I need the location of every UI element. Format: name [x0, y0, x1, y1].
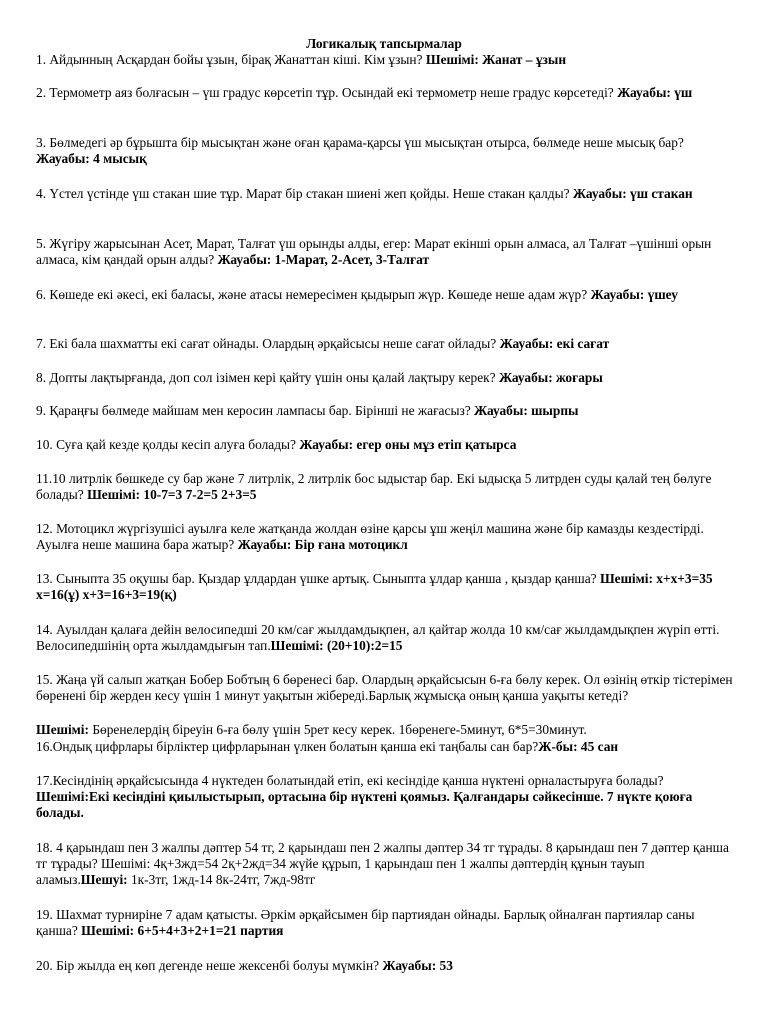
task-15-solution — [36, 722, 736, 738]
task-answer: Шешімі:Екі кесіндіні қиылыстырып, ортасына бір нүктені қоямыз. Қалғандары сәйкесінше. 7 нүкте қоюға болады. — [36, 789, 693, 821]
task-text: 5. Жүгіру жарысынан Асет, Марат, Талғат үш орынды алды, егер: Марат екінші орын алмаса, ал Талғат –үшінші орын алмаса, кім қандай орын алды? — [36, 236, 712, 268]
task-5 — [36, 236, 736, 268]
task-answer: Жауабы: Бір ғана мотоцикл — [237, 537, 408, 553]
task-text: 12. Мотоцикл жүргізушісі ауылға келе жатқанда жолдан өзіне қарсы ұш жеңіл машина және бір камазды кездестірді. Ауылға неше машина бара жатыр? — [36, 521, 704, 553]
task-text: Бөренелердің біреуін 6-ға бөлу үшін 5рет кесу керек. 1бөренеге-5минут, 6*5=30минут. — [88, 722, 587, 737]
task-11 — [36, 471, 736, 503]
task-3 — [36, 135, 736, 167]
task-text: 4. Үстел үстінде үш стакан шие тұр. Марат бір стакан шиені жеп қойды. Неше стакан қалды? — [36, 186, 573, 201]
task-text: 3. Бөлмедегі әр бұрышта бір мысықтан және оған қарама-қарсы үш мысықтан отырса, бөлмеде неше мысық бар? — [36, 135, 684, 150]
task-1 — [36, 52, 736, 68]
task-10 — [36, 437, 736, 453]
task-text: 14. Ауылдан қалаға дейін велосипедші 20 км/сағ жылдамдықпен, ал қайтар жолда 10 км/сағ жылдамдықпен жүріп өтті. Велосипедшінің орта жылдамдығын тап. — [36, 622, 720, 654]
task-6 — [36, 287, 736, 303]
task-text: 18. 4 қарындаш пен 3 жалпы дәптер 54 тг, 2 қарындаш пен 2 жалпы дәптер 34 тг тұрады. 8 қарындаш пен 7 дәптер қанша тг тұрады? Шешімі: 4қ+3жд=54 2қ+2жд=34 жүйе құрып, 1 қарындаш пен 1 жалпы дәптердің құнын тауып аламыз. — [36, 840, 729, 888]
task-18 — [36, 840, 736, 889]
task-text: 2. Термометр аяз болғасын – үш градус көрсетіп тұр. Осындай екі термометр неше градус көрсетеді? — [36, 85, 618, 100]
task-2 — [36, 85, 736, 101]
task-answer: Шешімі: (20+10):2=15 — [270, 638, 403, 654]
task-4 — [36, 186, 736, 202]
task-16 — [36, 739, 736, 755]
task-answer: Жауабы: 4 мысық — [36, 151, 147, 167]
task-answer: Жауабы: 53 — [382, 958, 453, 973]
task-answer: Жауабы: шырпы — [474, 403, 579, 418]
task-12 — [36, 521, 736, 553]
task-7 — [36, 336, 736, 352]
task-answer: Шешімі: Жанат – ұзын — [425, 52, 567, 67]
task-answer: Жауабы: үш — [617, 85, 693, 100]
task-15 — [36, 672, 736, 704]
task-answer: Жауабы: жоғары — [498, 370, 603, 385]
task-answer: Жауабы: үшеу — [590, 287, 678, 302]
task-answer: Ж-бы: 45 сан — [538, 739, 619, 754]
task-text: 20. Бір жылда ең көп дегенде неше жексенбі болуы мүмкін? — [36, 958, 383, 973]
task-text: 19. Шахмат турниріне 7 адам қатысты. Әркім әрқайсымен бір партиядан ойнады. Барлық ойналған партиялар саны қанша? — [36, 907, 695, 939]
task-text: 15. Жаңа үй салып жатқан Бобер Бобтың 6 бөренесі бар. Олардың әрқайсысын 6-ға бөлу керек. Ол өзінің өткір тістерімен бөренені бір жерден кесу үшін 1 минут уақытын жібереді.Барлық жұмысқа оның қанша уақыты кетеді? — [36, 672, 733, 704]
task-text-tail: 1к-3тг, 1жд-14 8к-24тг, 7жд-98тг — [127, 872, 316, 888]
task-answer: Жауабы: екі сағат — [499, 336, 610, 351]
task-text: 17.Кесіндінің әрқайсысында 4 нүктеден болатындай етіп, екі кесіндіде қанша нүктені орналастыруға болады? — [36, 773, 664, 788]
task-text: 9. Қараңғы бөлмеде майшам мен керосин лампасы бар. Біріншi не жағасыз? — [36, 403, 475, 418]
task-answer: Шешуі: — [80, 872, 128, 888]
task-answer: Жауабы: 1-Марат, 2-Асет, 3-Талғат — [217, 252, 430, 268]
task-17 — [36, 773, 736, 822]
task-text: 10. Суға қай кезде қолды кесіп алуға болады? — [36, 437, 300, 452]
task-19 — [36, 907, 736, 939]
task-20 — [36, 958, 736, 974]
task-8 — [36, 370, 736, 386]
task-text: 7. Екі бала шахматты екі сағат ойнады. Олардың әрқайсысы неше сағат ойлады? — [36, 336, 500, 351]
task-text: 16.Ондық цифрлары бірліктер цифрларынан үлкен болатын қанша екі таңбалы сан бар? — [36, 739, 539, 754]
task-answer: Жауабы: үш стакан — [572, 186, 693, 201]
task-answer: Шешімі: 6+5+4+3+2+1=21 партия — [81, 923, 284, 939]
task-text: 8. Допты лақтырғанда, доп сол ізімен кері қайту үшін оны қалай лақтыру керек? — [36, 370, 499, 385]
task-text: 13. Сыныпта 35 оқушы бар. Қыздар ұлдардан үшке артық. Сыныпта ұлдар қанша , қыздар қанша? — [36, 571, 600, 586]
task-text: 6. Көшеде екі әкесі, екі баласы, және атасы немересімен қыдырып жүр. Көшеде неше адам жүр? — [36, 287, 591, 302]
task-9 — [36, 403, 736, 419]
task-answer: Шешімі: 10-7=3 7-2=5 2+3=5 — [87, 487, 257, 503]
task-answer: Шешімі: — [36, 722, 89, 737]
page-title: Логикалық тапсырмалар — [306, 36, 462, 51]
task-answer: Жауабы: егер оны мұз етіп қатырса — [299, 437, 517, 452]
task-text: 1. Айдынның Асқардан бойы ұзын, бірақ Жанаттан кіші. Кім ұзын? — [36, 52, 426, 67]
task-13 — [36, 571, 736, 603]
task-text: 11.10 литрлік бөшкеде су бар және 7 литрлік, 2 литрлік бос ыдыстар бар. Екі ыдысқа 5 литрден суды қалай тең бөлуге болады? — [36, 471, 712, 503]
task-14 — [36, 622, 736, 654]
task-answer: Шешімі: х+х+3=35 х=16(ұ) х+3=16+3=19(қ) — [36, 571, 713, 603]
